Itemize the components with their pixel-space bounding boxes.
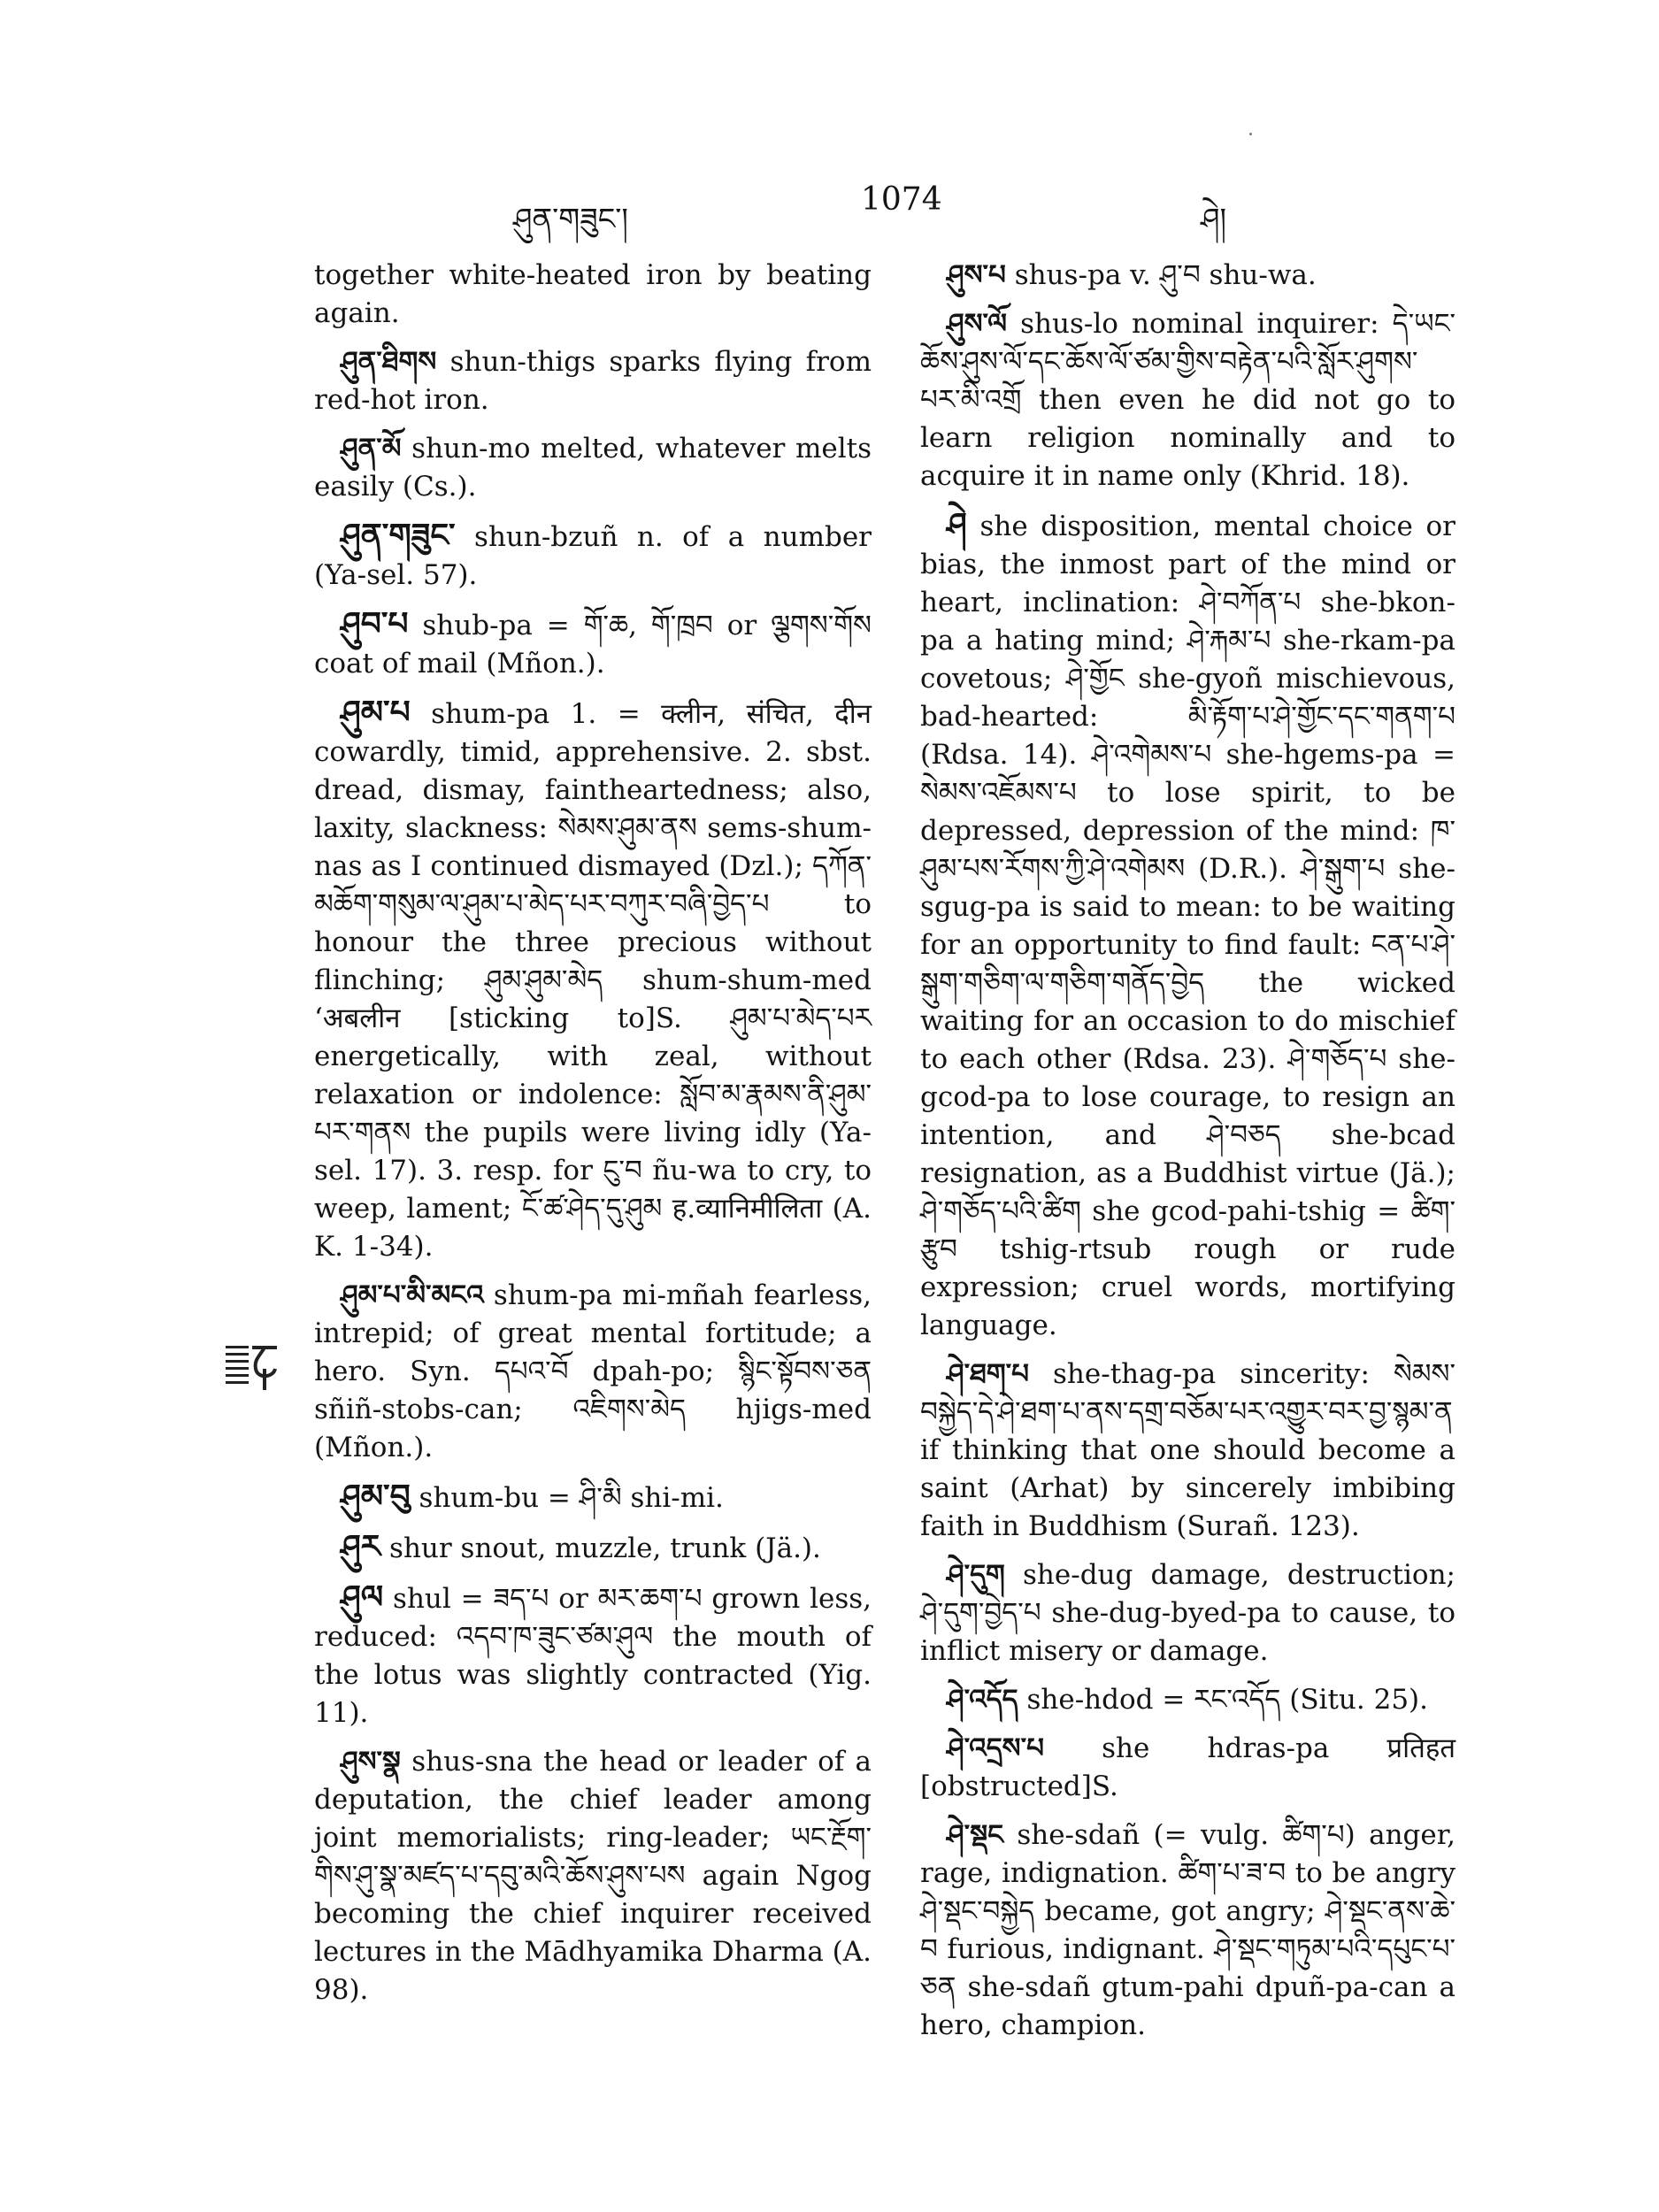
entry-headword: ཤེ་དུག xyxy=(947,1559,1005,1591)
entry-headword: ཤེ xyxy=(947,506,967,543)
entry-text: shun-mo melted, whatever melts easily (Cs.). xyxy=(314,433,872,503)
entry-text: she disposition, mental choice or bias, the inmost part of the mind or heart, inclination: ཤེ་བཀོན་པ she-bkon-pa a hating mind; ཤེ་རྐམ་པ she-rkam-pa covetous; ཤེ་གྱོང she-gyoñ mischievous, bad-hearted: མི་རྟོག་པ་ཤེ་གྱོང་དང་གནག་པ (Rdsa. 14). ཤེ་འགེམས་པ she-hgems-pa = སེམས་འཇོམས་པ to lose spirit, to be depressed, depression of the mind: ཁ་ཤུམ་པས་རོགས་ཀྱི་ཤེ་འགེམས (D.R.). ཤེ་སྒུག་པ she-sgug-pa is said to mean: to be waiting for an opportunity to find fault: ངན་པ་ཤེ་སྒུག་གཅིག་ལ་གཅིག་གནོད་བྱེད the wicked waiting for an occasion to do mischief to each other (Rdsa. 23). ཤེ་གཅོད་པ she-gcod-pa to lose courage, to resign an intention, and ཤེ་བཅད she-bcad resignation, as a Buddhist virtue (Jä.); ཤེ་གཅོད་པའི་ཚིག she gcod-pahi-tshig = ཚིག་རྩུབ tshig-rtsub rough or rude expression; cruel words, mortifying language. xyxy=(920,511,1455,1341)
right-column xyxy=(920,257,1455,2055)
entry-text: shun-thigs sparks flying from red-hot iron. xyxy=(314,346,872,416)
left-column xyxy=(314,257,872,2020)
entry-text: shun-bzuñ n. of a number (Ya-sel. 57). xyxy=(314,521,872,591)
entry xyxy=(314,694,872,1266)
entry-headword: ཤུས་པ xyxy=(947,259,1006,291)
entry xyxy=(314,257,872,333)
entry-headword: ཤུན་མོ xyxy=(341,433,402,465)
entry-headword: ཤུལ xyxy=(341,1578,384,1616)
entry xyxy=(314,517,872,595)
entry xyxy=(920,1681,1455,1719)
entry-text: shum-pa 1. = क्लीन, संचित, दीन cowardly, timid, apprehensive. 2. sbst. dread, dismay, faintheartedness; also, laxity, slackness: སེམས་ཤུམ་ནས sems-shum-nas as I continued dismayed (Dzl.); དཀོན་མཆོག་གསུམ་ལ་ཤུམ་པ་མེད་པར་བཀུར་བཞི་བྱེད་པ to honour the three precious without flinching; ཤུམ་ཤུམ་མེད shum-shum-med ‘अबलीन [sticking to]S. ཤུམ་པ་མེད་པར energetically, with zeal, without relaxation or indolence: སློབ་མ་རྣམས་ནི་ཤུམ་པར་གནས the pupils were living idly (Ya-sel. 17). 3. resp. for ངུ་བ ñu-wa to cry, to weep, lament; ངོ་ཚ་ཤེད་དུ་ཤུམ ह.व्यानिमीलिता (A. K. 1-34). xyxy=(314,698,872,1263)
entry-headword: ཤུན་གཟུང་ xyxy=(341,517,456,554)
entry-headword: ཤེ་འདྲས་པ xyxy=(947,1732,1044,1764)
entry-headword: ཤེ་འདོད xyxy=(947,1684,1018,1716)
entry-text: she hdras-pa प्रतिहत [obstructed]S. xyxy=(920,1732,1455,1802)
entry-text: shum-bu = ཤི་མི shi-mi. xyxy=(419,1482,724,1514)
entry-headword: ཤུན་ཐིགས xyxy=(341,346,437,378)
entry xyxy=(314,605,872,683)
entry-text: shul = ཟད་པ or མར་ཆག་པ grown less, reduced: འདབ་ཁ་ཟུང་ཙམ་ཤུལ the mouth of the lotus was slightly contracted (Yig. 11). xyxy=(314,1583,872,1729)
entry xyxy=(920,1556,1455,1671)
margin-letter-icon xyxy=(221,1336,283,1398)
entry xyxy=(314,1528,872,1568)
entry xyxy=(920,1356,1455,1546)
entry xyxy=(920,1730,1455,1806)
page-header xyxy=(314,181,1455,237)
entry-text: together white-heated iron by beating again. xyxy=(314,259,872,329)
entry xyxy=(314,1277,872,1467)
entry-headword: ཤེ་སྡང xyxy=(947,1819,1003,1851)
entry xyxy=(314,1478,872,1517)
entry xyxy=(314,1743,872,2009)
speck xyxy=(1249,133,1252,135)
entry-headword: ཤུར xyxy=(341,1528,381,1565)
entry-text: she-sdañ (= vulg. ཚིག་པ) anger, rage, indignation. ཚིག་པ་ཟ་བ to be angry ཤེ་སྡང་བསྐྱེད became, got angry; ཤེ་སྡང་ནས་ཆེ་བ furious, indignant. ཤེ་སྡང་གཏུམ་པའི་དཔུང་པ་ཅན she-sdañ gtum-pahi dpuñ-pa-can a hero, champion. xyxy=(920,1819,1455,2041)
entry-headword: ཤུམ་པ xyxy=(341,694,411,731)
entry xyxy=(920,506,1455,1345)
entry-text: she-dug damage, destruction; ཤེ་དུག་བྱེད་པ she-dug-byed-pa to cause, to inflict misery or damage. xyxy=(920,1559,1455,1667)
entry xyxy=(314,1578,872,1732)
entry-text: shus-lo nominal inquirer: དེ་ཡང་ཆོས་ཤུས་ལོ་དང་ཆོས་ལོ་ཙམ་གྱིས་བརྟེན་པའི་སློར་ཤུགས་པར་མི་འགྲོ then even he did not go to learn religion nominally and to acquire it in name only (Khrid. 18). xyxy=(920,308,1455,492)
page-number: 1074 xyxy=(861,181,942,218)
entry-headword: ཤུབ་པ xyxy=(341,605,409,642)
entry xyxy=(920,257,1455,295)
entry-headword: ཤུས་ལོ xyxy=(947,308,1007,340)
entry xyxy=(920,305,1455,495)
entry-text: she-hdod = རང་འདོད (Situ. 25). xyxy=(1026,1684,1428,1716)
entry-text: shub-pa = གོ་ཆ, གོ་ཁྲབ or ལྕགས་གོས coat of mail (Mñon.). xyxy=(314,610,872,680)
entry-headword: ཤེ་ཐག་པ xyxy=(947,1358,1030,1390)
entry-text: shur snout, muzzle, trunk (Jä.). xyxy=(389,1532,821,1564)
entry xyxy=(920,1816,1455,2045)
entry-headword: ཤུམ་བུ xyxy=(341,1478,411,1515)
entry-text: shus-sna the head or leader of a deputation, the chief leader among joint memorialists; ring-leader; ཡང་རྔོག་གིས་ཤུ་སྣ་མཛད་པ་དབུ་མའི་ཆོས་ཤུས་པས again Ngog becoming the chief inquirer received lectures in the Mādhyamika Dharma (A. 98). xyxy=(314,1746,872,2006)
entry-headword: ཤུས་སྣ xyxy=(341,1746,401,1778)
entry-text: she-thag-pa sincerity: སེམས་བསྐྱེད་དེ་ཤེ་ཐག་པ་ནས་དགྲ་བཅོམ་པར་འགྱུར་བར་བྱ་སྙམ་ན if thinking that one should become a saint (Arhat) by sincerely imbibing faith in Buddhism (Surañ. 123). xyxy=(920,1358,1455,1542)
entry-text: shus-pa v. ཤུ་བ shu-wa. xyxy=(1014,259,1317,291)
right-guide-word: ཤེ། xyxy=(1201,202,1227,237)
entry xyxy=(314,343,872,419)
entry-headword: ཤུམ་པ་མི་མངའ xyxy=(341,1279,484,1311)
entry-text: shum-pa mi-mñah fearless, intrepid; of great mental fortitude; a hero. Syn. དཔའ་བོ dpah-po; སྙིང་སྟོབས་ཅན sñiñ-stobs-can; འཇིགས་མེད hjigs-med (Mñon.). xyxy=(314,1279,872,1463)
left-guide-word: ཤུན་གཟུང་། xyxy=(513,202,628,237)
entry xyxy=(314,430,872,506)
